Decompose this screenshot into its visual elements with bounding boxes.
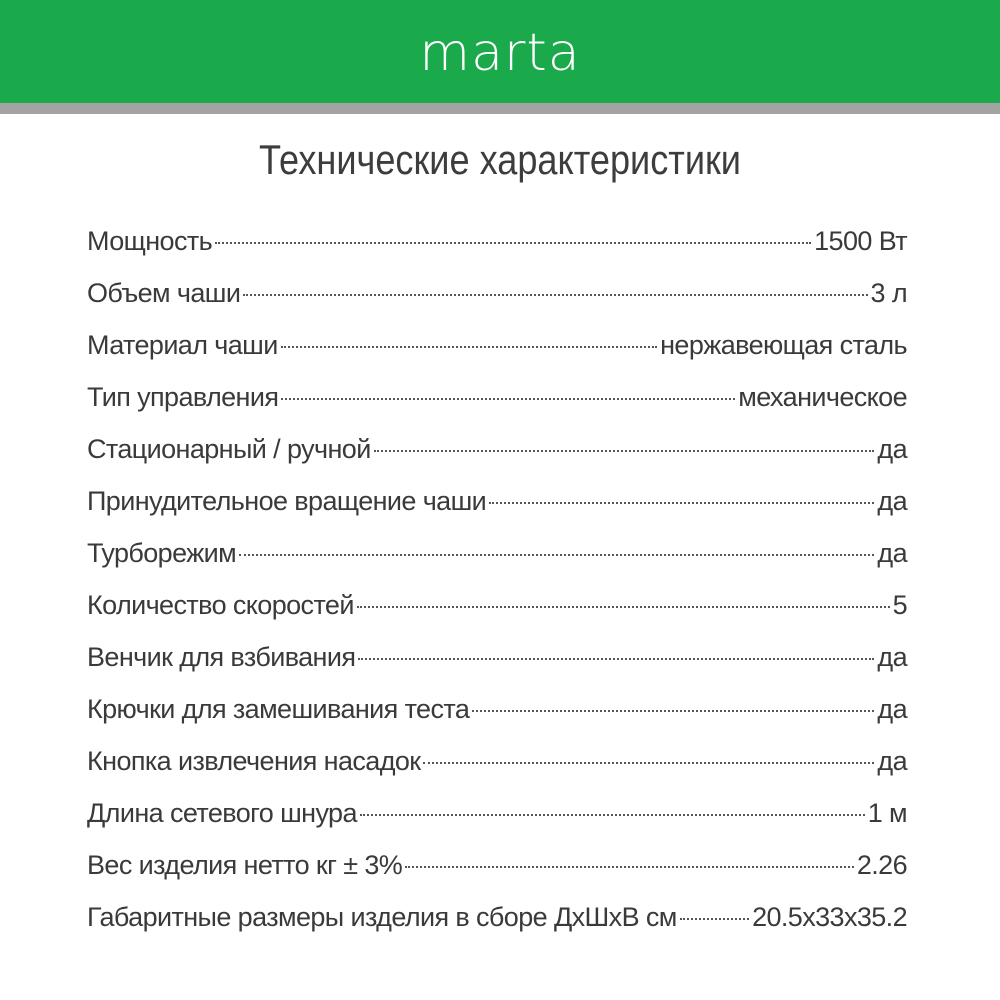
spec-label: Мощность: [87, 226, 213, 256]
spec-value: да: [877, 642, 907, 672]
page-title: Технические характеристики: [259, 136, 741, 183]
spec-label: Стационарный / ручной: [87, 434, 371, 464]
spec-row-eject-button: [87, 735, 907, 787]
spec-label: Турборежим: [87, 538, 237, 568]
spec-value: 3 л: [870, 278, 907, 308]
spec-label: Кнопка извлечения насадок: [87, 746, 421, 776]
spec-value: 1 м: [867, 798, 907, 828]
dot-leader: [215, 242, 811, 244]
spec-row-net-weight: [87, 839, 907, 891]
dot-leader: [374, 450, 875, 452]
spec-row-dough-hooks: [87, 683, 907, 735]
spec-row-bowl-material: [87, 319, 907, 371]
spec-row-whisk: [87, 631, 907, 683]
dot-leader: [243, 294, 867, 296]
spec-label: Количество скоростей: [87, 590, 354, 620]
dot-leader: [239, 554, 874, 556]
spec-label: Вес изделия нетто кг ± 3%: [87, 850, 403, 880]
spec-label: Принудительное вращение чаши: [87, 486, 487, 516]
dot-leader: [405, 866, 854, 868]
dot-leader: [281, 346, 657, 348]
dot-leader: [472, 710, 874, 712]
spec-row-control-type: [87, 371, 907, 423]
spec-value: механическое: [738, 382, 907, 412]
spec-row-stationary-handheld: [87, 423, 907, 475]
dot-leader: [423, 762, 874, 764]
spec-value: нержавеющая сталь: [660, 330, 907, 360]
spec-value: да: [877, 486, 907, 516]
spec-label: Материал чаши: [87, 330, 278, 360]
spec-value: да: [877, 694, 907, 724]
header-divider-stripe: [0, 103, 1000, 114]
spec-row-cord-length: [87, 787, 907, 839]
spec-value: 20.5х33х35.2: [752, 902, 907, 932]
spec-row-speed-count: [87, 579, 907, 631]
spec-list: [87, 215, 907, 943]
dot-leader: [360, 814, 865, 816]
spec-value: да: [877, 538, 907, 568]
spec-label: Крючки для замешивания теста: [87, 694, 470, 724]
spec-label: Длина сетевого шнура: [87, 798, 357, 828]
brand-logo: marta: [419, 23, 581, 83]
spec-row-dimensions: [87, 891, 907, 943]
spec-row-power: [87, 215, 907, 267]
spec-row-bowl-volume: [87, 267, 907, 319]
spec-value: да: [877, 746, 907, 776]
spec-label: Венчик для взбивания: [87, 642, 356, 672]
spec-row-turbo-mode: [87, 527, 907, 579]
dot-leader: [680, 918, 749, 920]
spec-value: да: [877, 434, 907, 464]
spec-value: 5: [892, 590, 907, 620]
spec-value: 1500 Вт: [814, 226, 907, 256]
spec-value: 2.26: [856, 850, 907, 880]
spec-row-bowl-rotation: [87, 475, 907, 527]
spec-label: Габаритные размеры изделия в сборе ДхШхВ см: [87, 902, 677, 932]
spec-label: Тип управления: [87, 382, 279, 412]
dot-leader: [358, 658, 874, 660]
dot-leader: [489, 502, 874, 504]
spec-label: Объем чаши: [87, 278, 241, 308]
dot-leader: [281, 398, 735, 400]
dot-leader: [357, 606, 890, 608]
